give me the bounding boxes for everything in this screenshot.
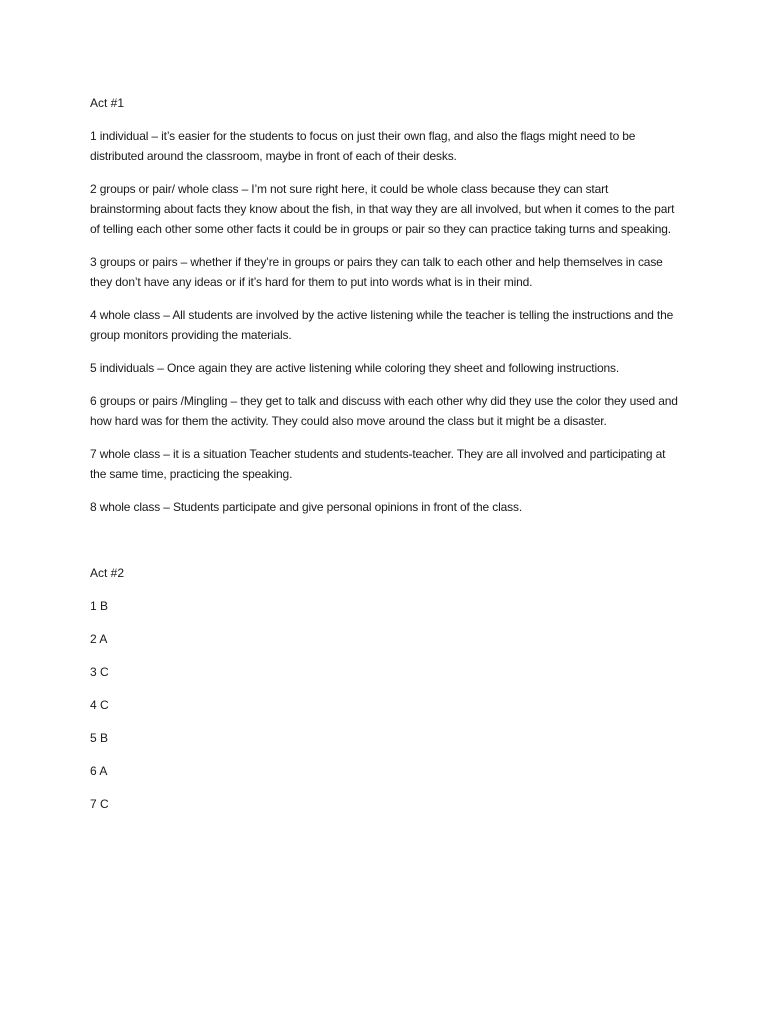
act1-item-7: 7 whole class – it is a situation Teacher students and students-teacher. They are all involved and participating at the same time, practicing the speaking.	[90, 447, 666, 481]
act2-answer-1: 1 B	[90, 599, 109, 613]
act2-answer-2: 2 A	[90, 632, 108, 646]
act1-item-8: 8 whole class – Students participate and give personal opinions in front of the class.	[90, 500, 523, 514]
act1-item-4: 4 whole class – All students are involved by the active listening while the teacher is telling the instructions and the group monitors providing the materials.	[90, 308, 674, 342]
act1-heading: Act #1	[90, 96, 125, 110]
act1-item-3: 3 groups or pairs – whether if they’re in groups or pairs they can talk to each other and help themselves in case they don’t have any ideas or if it’s hard for them to put into words what is in their mind.	[90, 255, 663, 289]
act2-answer-7: 7 C	[90, 797, 109, 811]
act1-item-1: 1 individual – it’s easier for the students to focus on just their own flag, and also the flags might need to be distributed around the classroom, maybe in front of each of their desks.	[90, 129, 636, 163]
act2-answer-4: 4 C	[90, 698, 109, 712]
act2-answer-3: 3 C	[90, 665, 109, 679]
section-spacer	[90, 530, 680, 563]
act2-heading: Act #2	[90, 566, 125, 580]
act1-item-2: 2 groups or pair/ whole class – I’m not sure right here, it could be whole class because they can start brainstorming about facts they know about the fish, in that way they are all involved, but when it comes to the part of telling each other some other facts it could be in groups or pair so they can practice taking turns and speaking.	[90, 182, 675, 236]
document-body	[90, 93, 680, 827]
act1-item-5: 5 individuals – Once again they are active listening while coloring they sheet and following instructions.	[90, 361, 620, 375]
act2-answer-6: 6 A	[90, 764, 108, 778]
act2-answer-5: 5 B	[90, 731, 109, 745]
act1-item-6: 6 groups or pairs /Mingling – they get to talk and discuss with each other why did they use the color they used and how hard was for them the activity. They could also move around the class but it might be a disaster.	[90, 394, 678, 428]
